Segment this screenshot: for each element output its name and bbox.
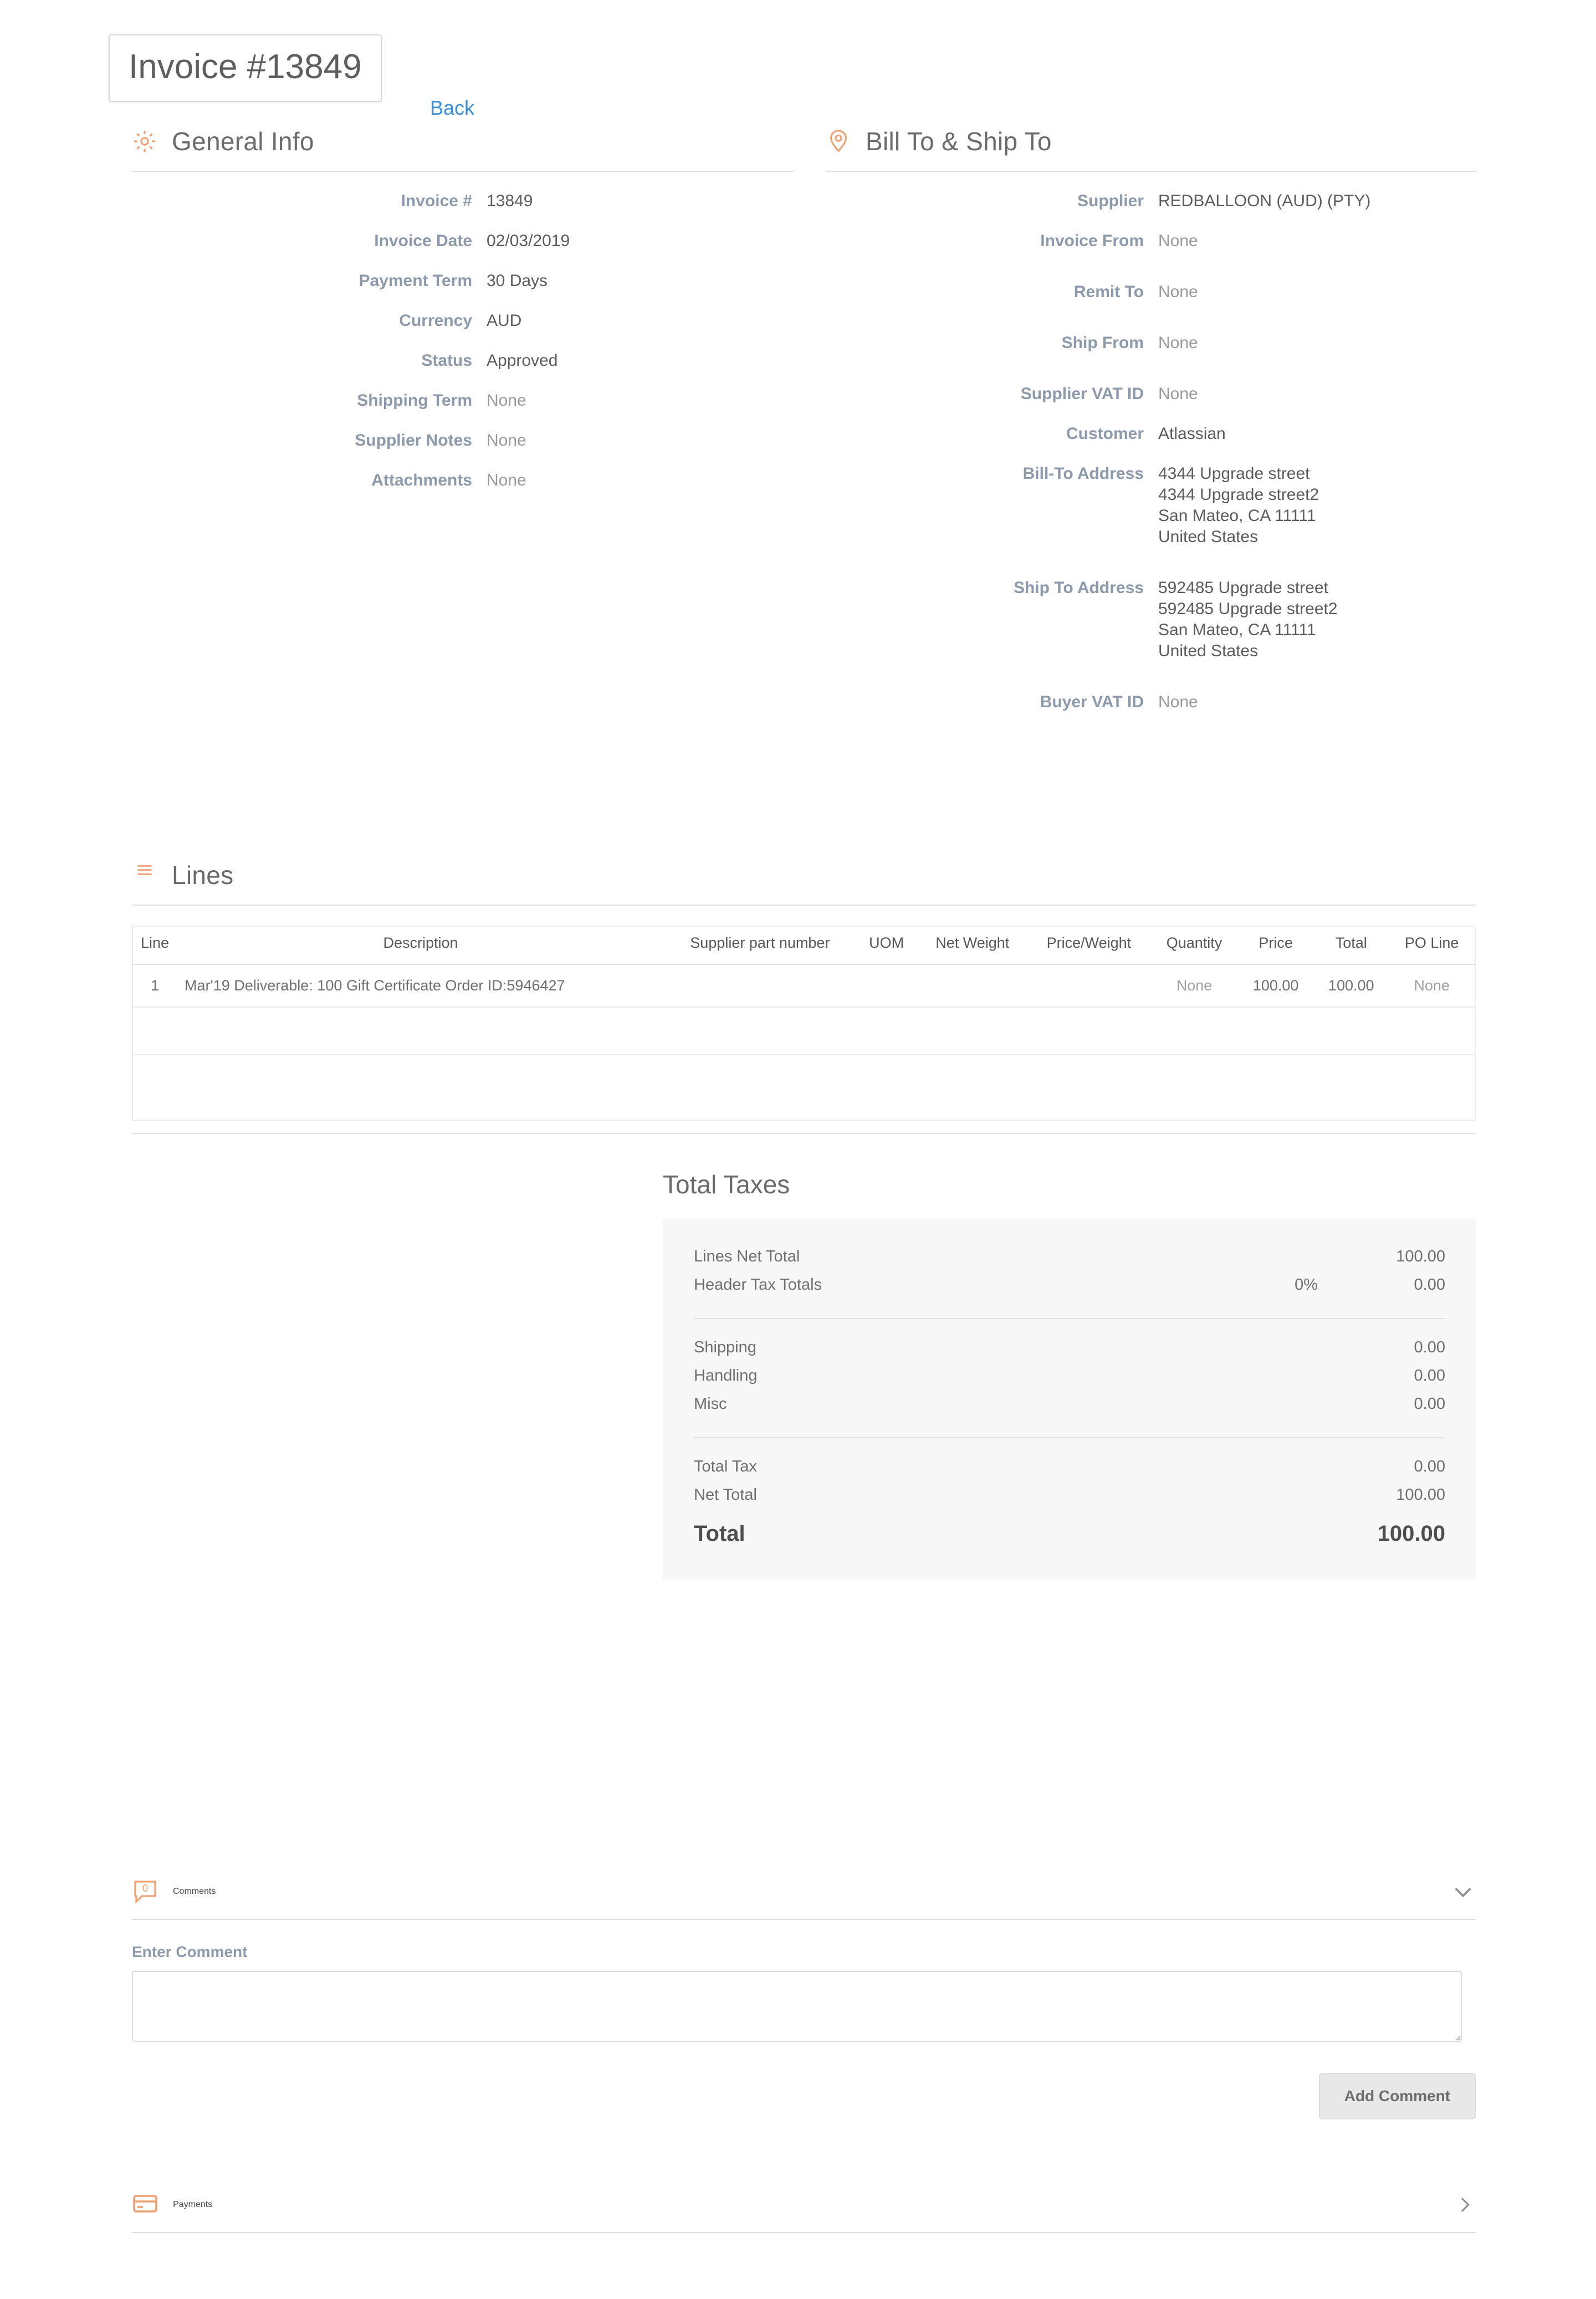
comments-title: Comments xyxy=(173,1887,216,1896)
cell-po-line: None xyxy=(1389,964,1475,1007)
cell-description: Mar'19 Deliverable: 100 Gift Certificate Order ID:5946427 xyxy=(177,964,664,1007)
field-value: None xyxy=(1158,232,1198,250)
totals-amount: 0.00 xyxy=(1414,1367,1445,1384)
address-line: 592485 Upgrade street xyxy=(1158,579,1328,597)
field-value: None xyxy=(1158,283,1198,301)
field-label: Status xyxy=(421,351,472,370)
grand-total-label: Total xyxy=(694,1521,745,1546)
totals-label: Lines Net Total xyxy=(694,1248,800,1265)
column-header-po-line: PO Line xyxy=(1389,926,1475,964)
add-comment-button[interactable]: Add Comment xyxy=(1319,2073,1476,2119)
address-line: 4344 Upgrade street xyxy=(1158,464,1310,483)
totals-row-lines-net-total xyxy=(694,1243,1445,1271)
cell-line: 1 xyxy=(132,964,177,1007)
field-label: Remit To xyxy=(1073,283,1144,301)
totals-label: Total Tax xyxy=(694,1458,757,1475)
comments-header[interactable] xyxy=(132,1879,1476,1920)
field-label: Ship From xyxy=(1061,334,1144,352)
column-header-uom: UOM xyxy=(856,926,918,964)
field-label: Supplier xyxy=(1077,192,1144,210)
field-value: None xyxy=(1158,693,1198,711)
field-value: 13849 xyxy=(487,192,533,210)
empty-cell xyxy=(132,1007,1475,1055)
totals-amount: 0.00 xyxy=(1414,1458,1445,1475)
cell-total: 100.00 xyxy=(1313,964,1389,1007)
field-remit-to xyxy=(826,282,1477,303)
totals-divider xyxy=(694,1437,1445,1438)
table-row-empty xyxy=(132,1007,1475,1055)
general-info-header xyxy=(132,126,794,172)
cell-quantity: None xyxy=(1150,964,1238,1007)
column-header-line: Line xyxy=(132,926,177,964)
field-value: None xyxy=(487,431,526,449)
lines-table-footer-space xyxy=(132,1055,1476,1121)
lines-header xyxy=(132,860,1476,906)
payments-title: Payments xyxy=(173,2200,213,2209)
column-header-net-weight: Net Weight xyxy=(918,926,1027,964)
totals-amount: 100.00 xyxy=(1396,1248,1445,1265)
field-label: Ship To Address xyxy=(1013,579,1144,597)
totals-row-total-tax xyxy=(694,1453,1445,1481)
comments-header-left xyxy=(132,1879,1450,1904)
field-label: Customer xyxy=(1066,425,1144,443)
totals-amount: 0.00 xyxy=(1414,1395,1445,1413)
totals-row-handling xyxy=(694,1362,1445,1390)
totals-amount: 0.00 xyxy=(1414,1276,1445,1294)
grand-total-amount: 100.00 xyxy=(1377,1521,1445,1546)
field-label: Shipping Term xyxy=(357,391,472,410)
lines-section xyxy=(132,860,1476,1134)
totals-label: Net Total xyxy=(694,1486,757,1504)
field-label: Bill-To Address xyxy=(1022,464,1144,483)
field-label: Supplier Notes xyxy=(355,431,472,449)
cell-uom xyxy=(856,964,918,1007)
cell-supplier-part-number xyxy=(664,964,856,1007)
totals-row-header-tax-totals xyxy=(694,1271,1445,1299)
location-pin-icon xyxy=(826,129,851,154)
field-value: REDBALLOON (AUD) (PTY) xyxy=(1158,192,1371,210)
field-value: 02/03/2019 xyxy=(487,232,570,250)
field-attachments xyxy=(132,470,794,491)
page-title-box xyxy=(109,34,382,102)
chevron-right-icon[interactable] xyxy=(1454,2192,1476,2218)
totals-amount: 0.00 xyxy=(1414,1338,1445,1356)
field-label: Currency xyxy=(399,311,472,330)
payments-header[interactable] xyxy=(132,2192,1476,2233)
totals-label: Misc xyxy=(694,1395,727,1413)
address-line: San Mateo, CA 11111 xyxy=(1158,507,1316,525)
field-value: 30 Days xyxy=(487,272,548,290)
address-line: 4344 Upgrade street2 xyxy=(1158,486,1319,504)
address-line: San Mateo, CA 11111 xyxy=(1158,621,1316,639)
field-label: Invoice Date xyxy=(374,232,472,250)
back-link[interactable]: Back xyxy=(430,96,475,119)
field-supplier-notes xyxy=(132,430,794,451)
totals-label: Handling xyxy=(694,1367,758,1384)
field-label: Invoice # xyxy=(401,192,472,210)
totals-row-grand-total xyxy=(694,1509,1445,1551)
totals-label: Header Tax Totals xyxy=(694,1276,822,1294)
comment-bubble-icon xyxy=(132,1879,158,1904)
lines-section-rule xyxy=(132,1133,1476,1134)
field-value: Atlassian xyxy=(1158,425,1226,443)
comments-section xyxy=(132,1879,1476,2104)
bill-ship-title: Bill To & Ship To xyxy=(866,127,1052,156)
cell-net-weight xyxy=(918,964,1027,1007)
table-row xyxy=(132,964,1475,1007)
cell-price: 100.00 xyxy=(1238,964,1313,1007)
field-ship-to-address xyxy=(826,578,1477,662)
field-label: Attachments xyxy=(371,471,472,489)
field-payment-term xyxy=(132,270,794,292)
totals-row-shipping xyxy=(694,1334,1445,1362)
address-block xyxy=(1158,578,1338,662)
comment-input[interactable] xyxy=(132,1971,1462,2042)
table-header-row xyxy=(132,926,1475,964)
bill-ship-header xyxy=(826,126,1477,172)
address-line: 592485 Upgrade street2 xyxy=(1158,600,1338,618)
column-header-supplier-part-number: Supplier part number xyxy=(664,926,856,964)
field-supplier xyxy=(826,191,1477,212)
credit-card-icon xyxy=(132,2193,158,2217)
field-shipping-term xyxy=(132,390,794,411)
field-label: Supplier VAT ID xyxy=(1020,385,1144,403)
page-title: Invoice #13849 xyxy=(129,48,362,86)
field-label: Invoice From xyxy=(1040,232,1144,250)
totals-rate: 0% xyxy=(1295,1276,1318,1294)
column-header-price-weight: Price/Weight xyxy=(1027,926,1150,964)
cell-price-weight xyxy=(1027,964,1150,1007)
lines-table xyxy=(132,926,1476,1055)
field-value: None xyxy=(1158,385,1198,403)
field-value: AUD xyxy=(487,311,522,330)
payments-section xyxy=(132,2192,1476,2233)
general-info-title: General Info xyxy=(172,127,314,156)
address-block xyxy=(1158,463,1319,548)
total-taxes-section xyxy=(663,1169,1476,1580)
status-badge: Approved xyxy=(487,351,558,370)
field-currency xyxy=(132,310,794,331)
field-status xyxy=(132,350,794,371)
column-header-price: Price xyxy=(1238,926,1313,964)
field-customer xyxy=(826,423,1477,445)
totals-row-misc xyxy=(694,1390,1445,1418)
svg-text:0: 0 xyxy=(142,1883,149,1894)
totals-label: Shipping xyxy=(694,1338,756,1356)
general-info-section xyxy=(132,126,794,491)
field-buyer-vat-id xyxy=(826,692,1477,713)
column-header-total: Total xyxy=(1313,926,1389,964)
lines-title: Lines xyxy=(172,861,234,890)
enter-comment-label: Enter Comment xyxy=(132,1943,248,1960)
field-label: Payment Term xyxy=(359,272,472,290)
field-value: None xyxy=(1158,334,1198,352)
field-invoice-from xyxy=(826,231,1477,252)
total-taxes-title: Total Taxes xyxy=(663,1170,790,1199)
field-value: None xyxy=(487,471,526,489)
field-invoice-date xyxy=(132,231,794,252)
payments-header-left xyxy=(132,2193,1454,2217)
column-header-description: Description xyxy=(177,926,664,964)
field-invoice-number xyxy=(132,191,794,212)
field-bill-to-address xyxy=(826,463,1477,548)
totals-row-net-total xyxy=(694,1481,1445,1509)
field-value: None xyxy=(487,391,526,410)
gear-icon xyxy=(132,129,157,154)
address-line: United States xyxy=(1158,642,1259,660)
total-taxes-panel xyxy=(663,1219,1476,1580)
column-header-quantity: Quantity xyxy=(1150,926,1238,964)
field-ship-from xyxy=(826,333,1477,354)
page-header xyxy=(109,34,1488,119)
address-line: United States xyxy=(1158,528,1259,546)
bill-to-ship-to-section xyxy=(826,126,1477,713)
lines-list-icon xyxy=(132,862,157,888)
totals-divider xyxy=(694,1318,1445,1319)
totals-amount: 100.00 xyxy=(1396,1486,1445,1504)
field-label: Buyer VAT ID xyxy=(1040,693,1144,711)
chevron-down-icon[interactable] xyxy=(1450,1879,1476,1904)
field-supplier-vat-id xyxy=(826,384,1477,405)
